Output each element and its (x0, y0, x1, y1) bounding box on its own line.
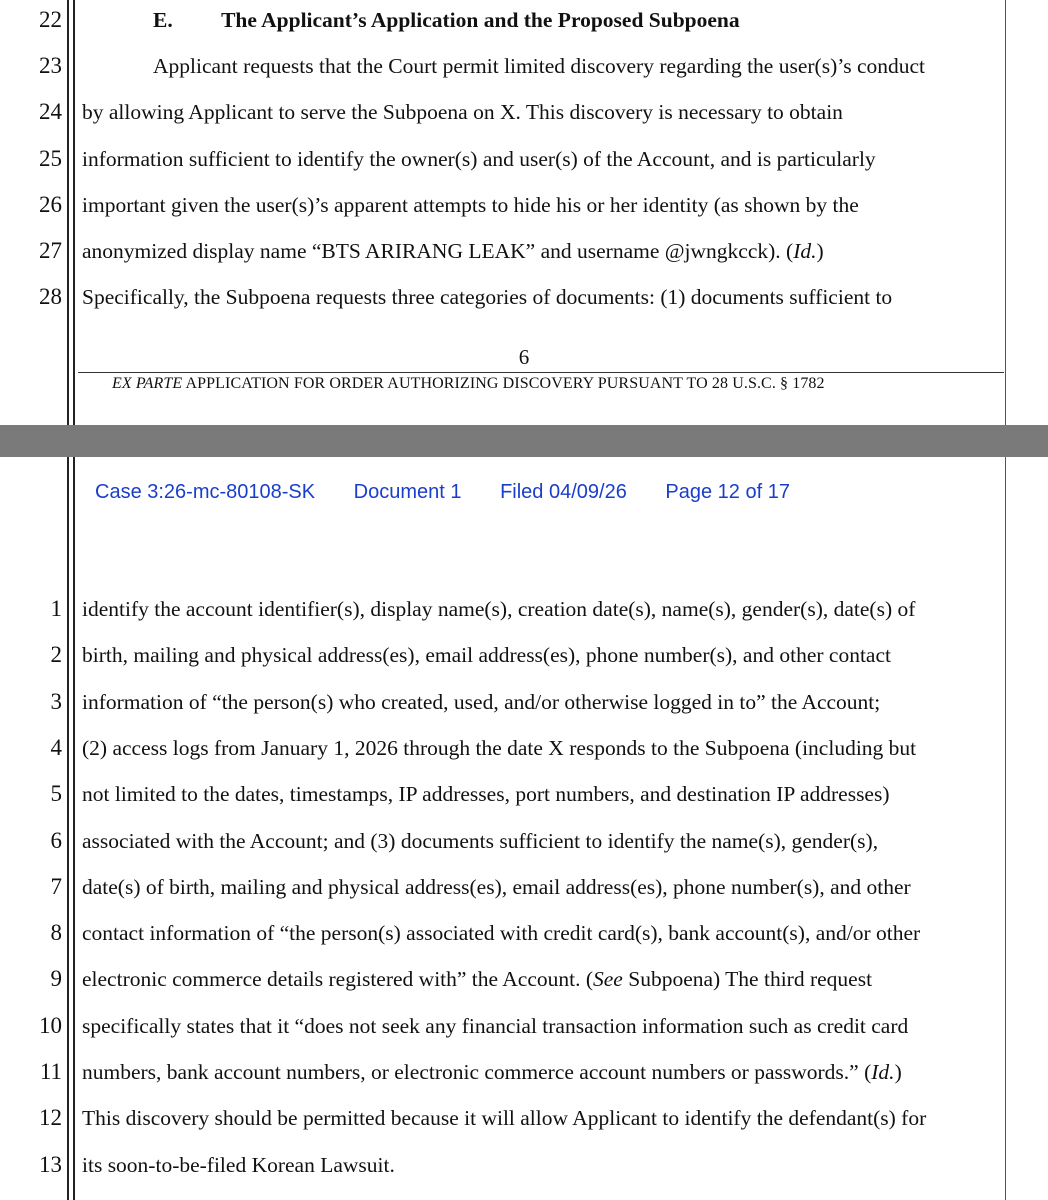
line-number: 27 (39, 238, 62, 263)
text-line (82, 780, 890, 808)
text-line (82, 734, 916, 762)
text-segment: information of “the person(s) who created, used, and/or otherwise logged in to” the Account; (82, 689, 881, 714)
footer-caption (112, 373, 825, 395)
line-number: 4 (50, 734, 62, 760)
line-number: 1 (50, 596, 62, 621)
citation-italic: Id. (871, 1060, 895, 1084)
line-number: 6 (50, 827, 62, 853)
pleading-page-top (0, 0, 1048, 425)
page-number: 6 (518, 345, 530, 369)
text-line (82, 1104, 926, 1132)
margin-rule-left-outer (67, 0, 69, 425)
ecf-document: Document 1 (353, 481, 462, 503)
line-number: 9 (50, 966, 62, 992)
line-number: 22 (39, 7, 62, 32)
line-number: 5 (50, 781, 62, 807)
margin-rule-right (1005, 457, 1006, 1200)
text-segment: its soon-to-be-filed Korean Lawsuit. (82, 1152, 395, 1177)
text-segment: identify the account identifier(s), display name(s), creation date(s), name(s), gender(s), date(s) of (82, 597, 916, 621)
text-segment: contact information of “the person(s) associated with credit card(s), bank account(s), and/or other (82, 921, 921, 946)
text-segment: birth, mailing and physical address(es), email address(es), phone number(s), and other contact (82, 643, 891, 668)
text-line (82, 919, 920, 947)
text-line (82, 1058, 902, 1086)
text-segment: not limited to the dates, timestamps, IP addresses, port numbers, and destination IP addresses) (82, 782, 890, 807)
text-line (82, 641, 891, 669)
line-number: 8 (50, 920, 62, 946)
text-segment: information sufficient to identify the owner(s) and user(s) of the Account, and is particularly (82, 146, 876, 171)
text-segment: important given the user(s)’s apparent attempts to hide his or her identity (as shown by the (82, 192, 859, 217)
ecf-page-count: Page 12 of 17 (665, 481, 790, 503)
heading-text: The Applicant’s Application and the Proposed Subpoena (172, 8, 740, 32)
text-line (82, 1151, 395, 1179)
text-line (82, 1012, 908, 1040)
line-number: 2 (50, 642, 62, 668)
line-number: 11 (39, 1059, 62, 1084)
heading-text: E. (153, 8, 173, 32)
text-line (82, 595, 915, 623)
ecf-case-number: Case 3:26-mc-80108-SK (95, 481, 316, 503)
line-number: 3 (50, 688, 62, 714)
margin-rule-left-inner (73, 457, 75, 1200)
text-line (82, 283, 892, 311)
text-segment: Specifically, the Subpoena requests three categories of documents: (1) documents sufficient to (82, 285, 893, 310)
line-number: 13 (39, 1151, 62, 1177)
line-number: 28 (39, 284, 62, 310)
text-segment: anonymized display name “BTS ARIRANG LEAK” and username @jwngkcck). ( (82, 239, 794, 263)
ecf-header (95, 478, 790, 506)
text-segment: ) (816, 239, 824, 263)
text-line (82, 145, 876, 173)
citation-italic: See (593, 967, 623, 992)
line-number: 23 (39, 53, 62, 79)
text-line (82, 191, 859, 219)
citation-italic: Id. (793, 239, 817, 263)
footer-caption-italic: EX PARTE (112, 375, 183, 392)
line-number: 26 (39, 191, 62, 217)
text-segment: ) (894, 1060, 902, 1084)
text-segment: by allowing Applicant to serve the Subpoena on X. This discovery is necessary to obtain (82, 100, 843, 125)
page-separator (0, 425, 1048, 457)
text-line (82, 965, 872, 993)
line-number: 12 (39, 1105, 62, 1131)
text-line (82, 827, 878, 855)
text-line (153, 52, 925, 80)
pleading-page-bottom (0, 457, 1048, 1200)
text-segment: numbers, bank account numbers, or electronic commerce account numbers or passwords.” ( (82, 1060, 872, 1084)
line-number: 25 (39, 145, 62, 171)
text-line (82, 688, 880, 716)
text-segment: associated with the Account; and (3) documents sufficient to identify the name(s), gender(s), (82, 828, 879, 853)
text-segment: Applicant requests that the Court permit limited discovery regarding the user(s)’s conduct (153, 54, 926, 79)
text-segment: This discovery should be permitted because it will allow Applicant to identify the defendant(s) for (82, 1106, 927, 1131)
text-segment: (2) access logs from January 1, 2026 through the date X responds to the Subpoena (including but (82, 735, 917, 760)
ecf-filed-date: Filed 04/09/26 (500, 481, 627, 503)
text-line (82, 873, 911, 901)
margin-rule-right (1005, 0, 1006, 425)
line-number: 10 (39, 1012, 62, 1038)
line-number: 7 (50, 873, 62, 899)
margin-rule-left-outer (67, 457, 69, 1200)
text-segment: electronic commerce details registered with” the Account. ( (82, 967, 594, 992)
line-number: 24 (39, 99, 62, 125)
text-line (82, 237, 824, 265)
text-line (153, 6, 740, 34)
footer-caption-text: APPLICATION FOR ORDER AUTHORIZING DISCOVERY PURSUANT TO 28 U.S.C. § 1782 (182, 375, 825, 392)
text-segment: date(s) of birth, mailing and physical address(es), email address(es), phone number(s), and other (82, 874, 911, 899)
margin-rule-left-inner (73, 0, 75, 425)
text-line (82, 98, 843, 126)
text-segment: specifically states that it “does not seek any financial transaction information such as credit card (82, 1013, 909, 1038)
text-segment: Subpoena) The third request (622, 967, 873, 992)
